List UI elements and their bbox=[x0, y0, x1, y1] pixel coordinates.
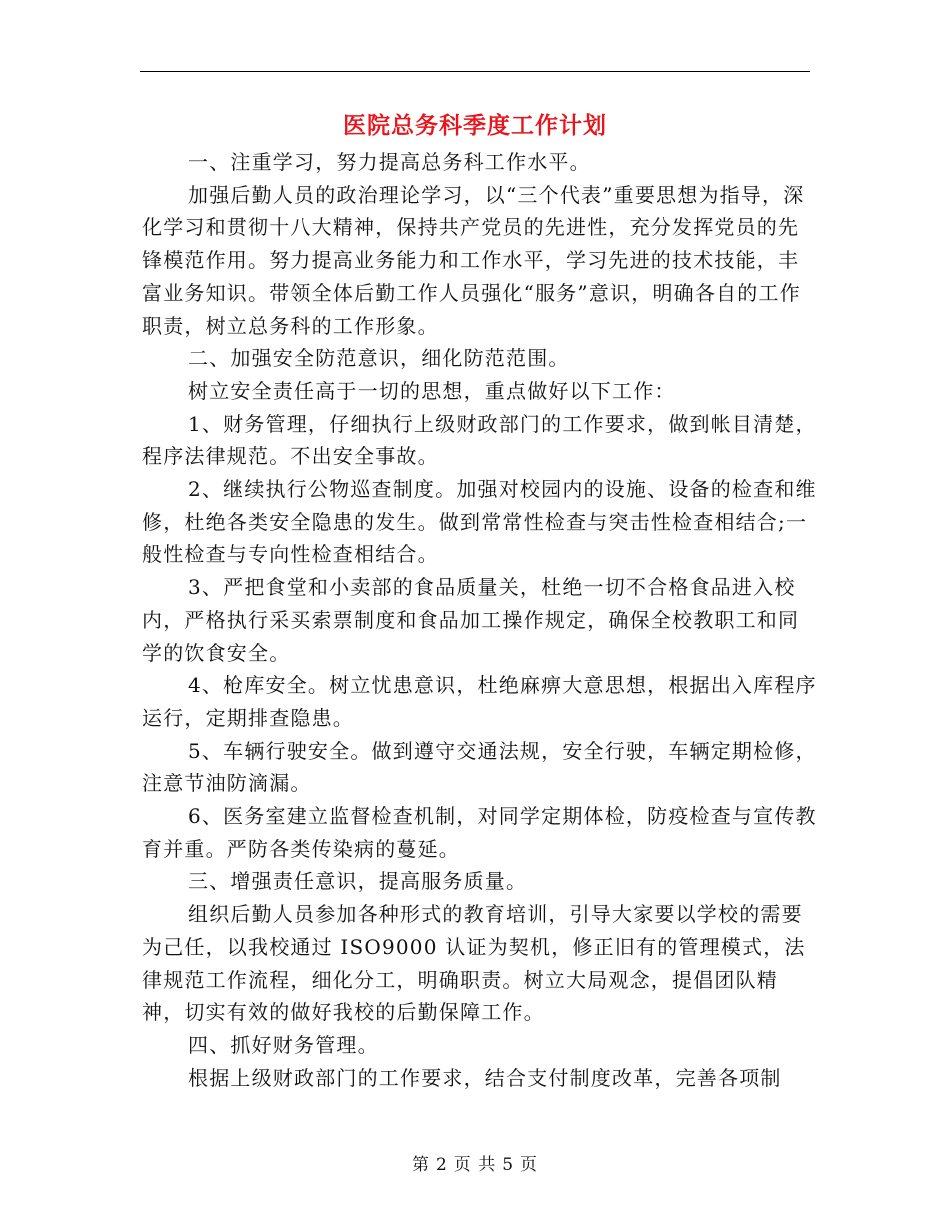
list-item-armory: 4、枪库安全。树立忧患意识，杜绝麻痹大意思想，根据出入库程序运行，定期排查隐患。 bbox=[142, 673, 817, 730]
paragraph-safety-intro: 树立安全责任高于一切的思想，重点做好以下工作： bbox=[188, 378, 676, 403]
list-item-finance: 1、财务管理，仔细执行上级财政部门的工作要求，做到帐目清楚，程序法律规范。不出安全事故。 bbox=[142, 411, 817, 469]
document-body bbox=[142, 146, 818, 1094]
paragraph-study: 加强后勤人员的政治理论学习，以“三个代表”重要思想为指导，深化学习和贯彻十八大精神，保持共产党员的先进性，充分发挥党员的先锋模范作用。努力提高业务能力和工作水平，学习先进的技术技能，丰富业务知识。带领全体后勤工作人员强化“服务”意识，明确各自的工作职责，树立总务科的工作形象。 bbox=[142, 182, 805, 338]
footer-suffix: 页 bbox=[520, 1155, 539, 1175]
header-rule bbox=[140, 71, 810, 72]
section-heading-2: 二、加强安全防范意识，细化防范范围。 bbox=[188, 346, 570, 371]
paragraph-finance: 根据上级财政部门的工作要求，结合支付制度改革，完善各项制 bbox=[188, 1065, 782, 1090]
section-heading-4: 四、抓好财务管理。 bbox=[188, 1032, 379, 1057]
list-item-vehicle: 5、车辆行驶安全。做到遵守交通法规，安全行驶，车辆定期检修，注意节油防滴漏。 bbox=[142, 738, 817, 796]
list-item-food: 3、严把食堂和小卖部的食品质量关，杜绝一切不合格食品进入校内，严格执行采买索票制度和食品加工操作规定，确保全校教职工和同学的饮食安全。 bbox=[142, 575, 800, 665]
footer-mid: 页 共 bbox=[453, 1155, 497, 1175]
list-item-inspection: 2、继续执行公物巡查制度。加强对校园内的设施、设备的检查和维修，杜绝各类安全隐患的发生。做到常常性检查与突击性检查相结合;一般性检查与专向性检查相结合。 bbox=[142, 477, 817, 567]
section-heading-1: 一、注重学习，努力提高总务科工作水平。 bbox=[188, 150, 591, 174]
footer-prefix: 第 bbox=[411, 1155, 430, 1175]
section-heading-3: 三、增强责任意识，提高服务质量。 bbox=[188, 869, 528, 894]
current-page-number: 2 bbox=[435, 1155, 448, 1175]
total-pages-number: 5 bbox=[502, 1155, 515, 1175]
document-title: 医院总务科季度工作计划 bbox=[343, 112, 607, 139]
list-item-clinic: 6、医务室建立监督检查机制，对同学定期体检，防疫检查与宣传教育并重。严防各类传染病的蔓延。 bbox=[142, 804, 817, 861]
page-footer bbox=[0, 1153, 950, 1177]
paragraph-responsibility: 组织后勤人员参加各种形式的教育培训，引导大家要以学校的需要为己任，以我校通过 ISO9000 认证为契机，修正旧有的管理模式，法律规范工作流程，细化分工，明确职责。树立大局观念，提倡团队精神，切实有效的做好我校的后勤保障工作。 bbox=[142, 902, 806, 1025]
